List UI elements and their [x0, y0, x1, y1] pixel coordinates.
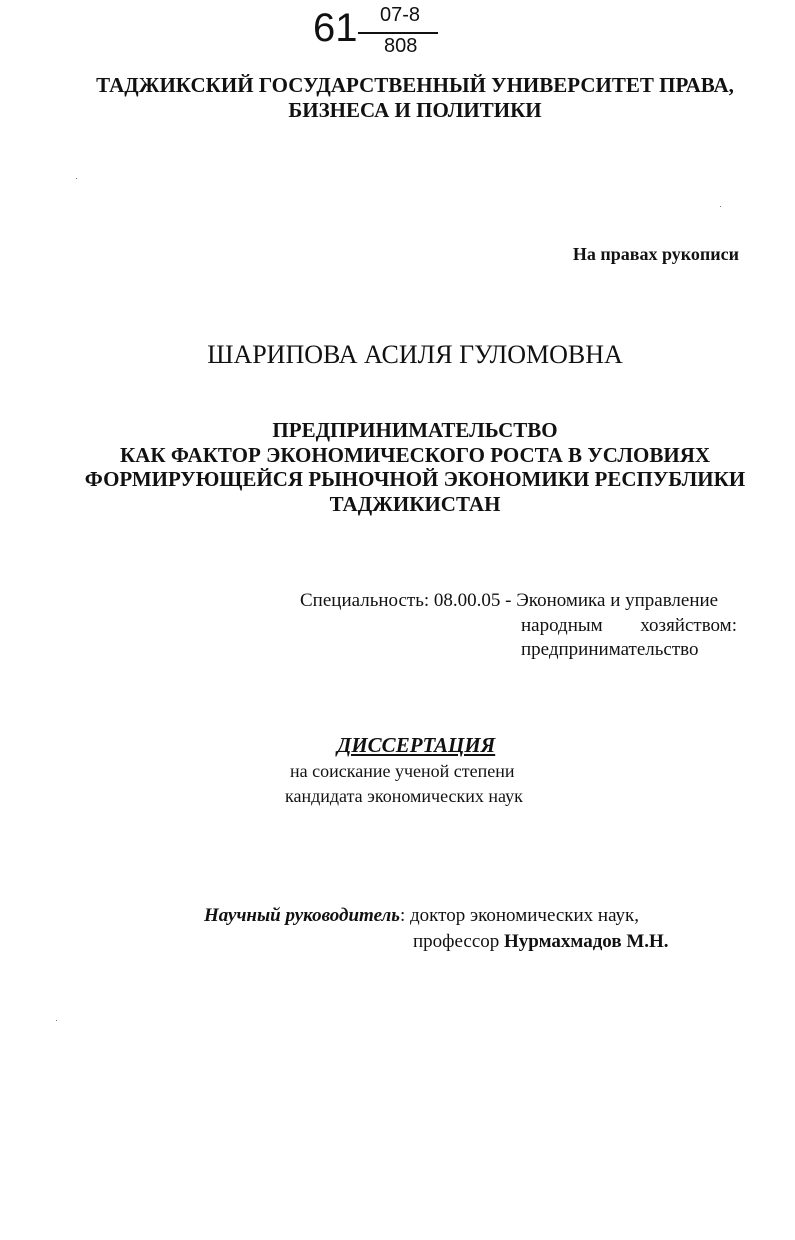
supervisor-line1 [204, 905, 639, 927]
scan-speck [56, 1020, 57, 1021]
author-name: ШАРИПОВА АСИЛЯ ГУЛОМОВНА [207, 340, 623, 369]
manuscript-note: На правах рукописи [572, 244, 739, 264]
degree-line1: на соискание ученой степени [290, 761, 515, 781]
title-line: ФОРМИРУЮЩЕЙСЯ РЫНОЧНОЙ ЭКОНОМИКИ РЕСПУБЛИКИ [84, 467, 746, 491]
university-name-line2: БИЗНЕСА И ПОЛИТИКИ [288, 98, 542, 122]
degree-line2: кандидата экономических наук [285, 786, 523, 806]
scan-speck [76, 178, 77, 179]
supervisor-name: Нурмахмадов М.Н. [504, 931, 669, 952]
supervisor-line2 [413, 931, 669, 953]
specialty-line2-word2: хозяйством: [640, 615, 737, 636]
specialty-line3: предпринимательство [521, 639, 699, 660]
catalog-code-main: 61 [313, 6, 358, 50]
supervisor-label: Научный руководитель [204, 905, 400, 926]
dissertation-label: ДИССЕРТАЦИЯ [337, 733, 496, 757]
catalog-code-denominator: 808 [384, 35, 418, 57]
specialty-line2 [521, 615, 737, 637]
title-line: ТАДЖИКИСТАН [329, 492, 501, 516]
specialty-line1: Специальность: 08.00.05 - Экономика и управление [300, 590, 719, 611]
specialty-line2-word1: народным [521, 615, 603, 636]
university-name-line1: ТАДЖИКСКИЙ ГОСУДАРСТВЕННЫЙ УНИВЕРСИТЕТ ПРАВА, [96, 73, 734, 97]
supervisor-title: профессор [413, 931, 505, 952]
scan-speck [720, 206, 721, 207]
supervisor-degree: : доктор экономических наук, [399, 905, 640, 926]
title-line: КАК ФАКТОР ЭКОНОМИЧЕСКОГО РОСТА В УСЛОВИЯХ [119, 443, 711, 467]
title-line: ПРЕДПРИНИМАТЕЛЬСТВО [272, 418, 558, 442]
catalog-code-numerator: 07-8 [380, 4, 421, 26]
catalog-code-fraction-line [358, 32, 438, 34]
